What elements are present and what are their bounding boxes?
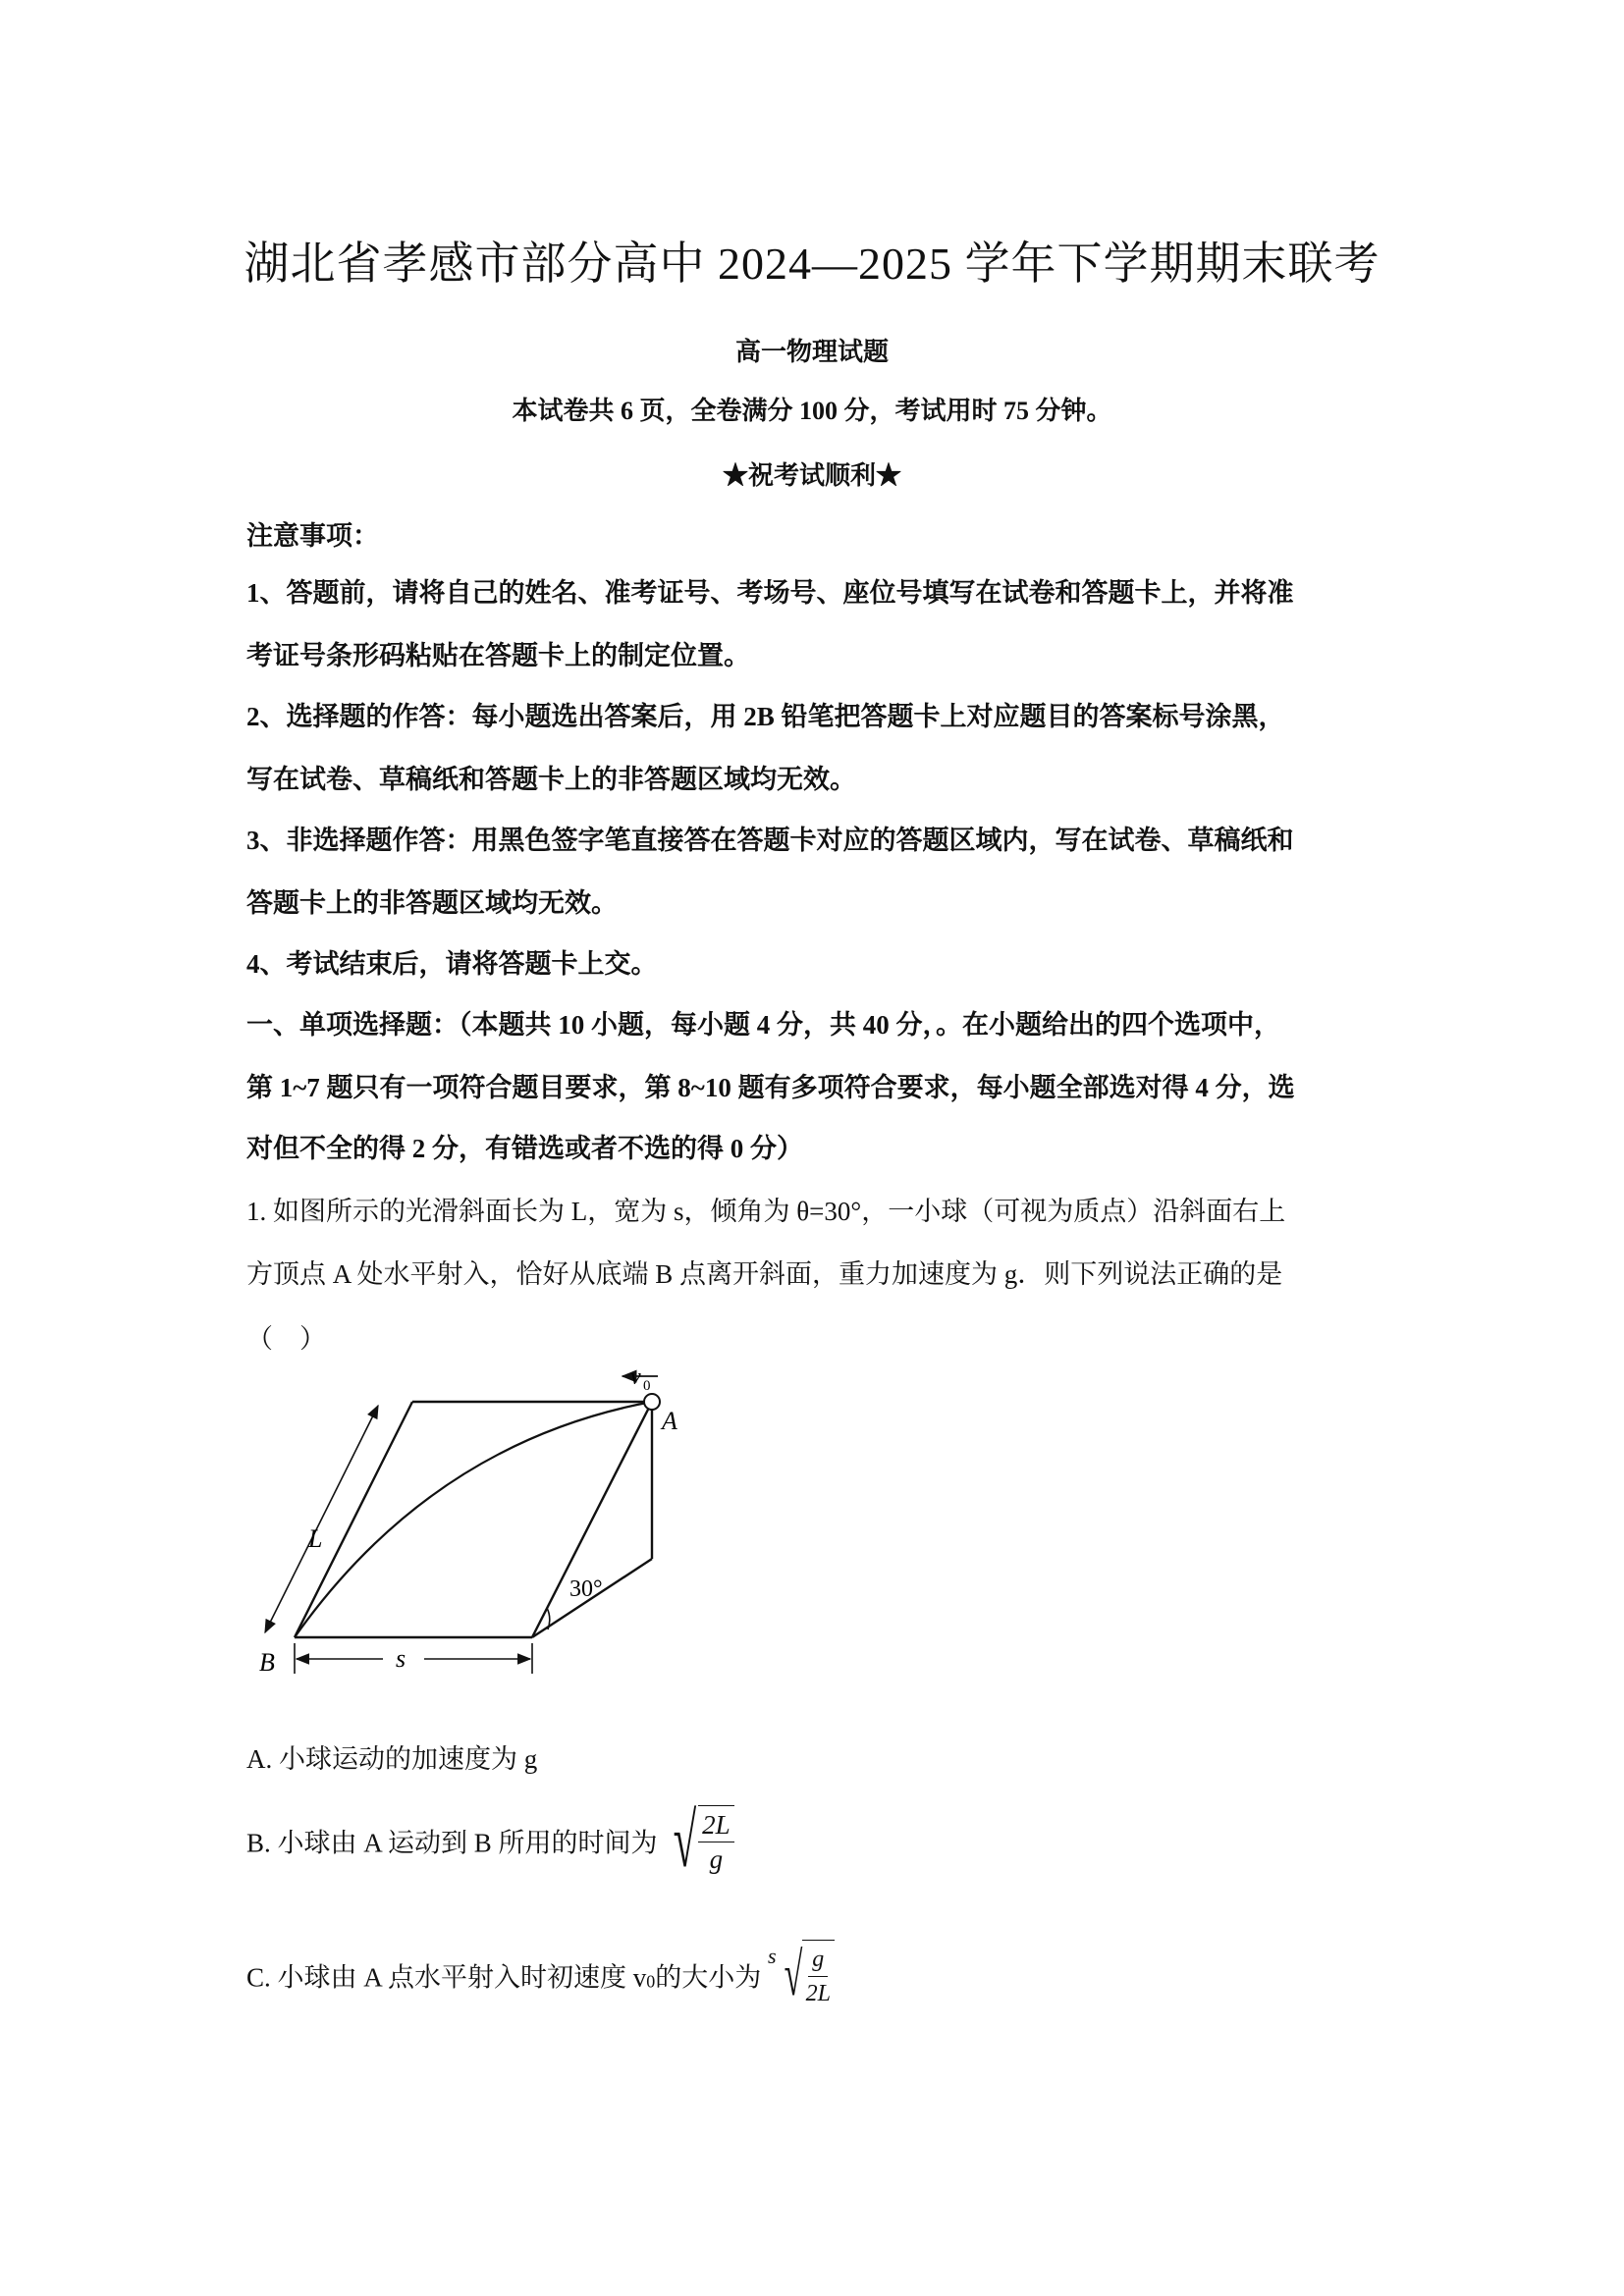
- option-c-text: C. 小球由 A 点水平射入时初速度 v: [246, 1962, 647, 1993]
- option-c-formula: s √ $\frac{g}{2L}$: [768, 1940, 835, 2010]
- exam-wish: ★祝考试顺利★: [722, 461, 901, 490]
- label-L: L: [308, 1524, 323, 1553]
- notice-line: 2、选择题的作答：每小题选出答案后，用 2B 铅笔把答题卡上对应题目的答案标号涂黑，: [246, 702, 1285, 731]
- question-stem: （ ）: [246, 1324, 326, 1354]
- left-edge: [295, 1402, 412, 1637]
- notice-line: 4、考试结束后，请将答题卡上交。: [246, 949, 658, 979]
- right-slant-edge: [532, 1402, 652, 1637]
- notice-heading: 注意事项：: [246, 521, 379, 551]
- option-c-numerator: g: [808, 1943, 828, 1977]
- option-c-subscript: 0: [646, 1971, 656, 1992]
- incline-figure: [236, 1364, 707, 1688]
- option-b-numerator: 2L: [698, 1808, 734, 1842]
- notice-line: 3、非选择题作答：用黑色签字笔直接答在答题卡对应的答题区域内，写在试卷、草稿纸和: [246, 826, 1294, 855]
- label-angle: 30°: [569, 1576, 603, 1602]
- notice-line: 考证号条形码粘贴在答题卡上的制定位置。: [246, 641, 750, 670]
- length-dimension: [265, 1406, 378, 1632]
- option-b-formula: √ $\frac{2L}{g}$: [664, 1802, 733, 1879]
- option-c-coefficient: s: [768, 1944, 777, 1968]
- notice-line: 答题卡上的非答题区域均无效。: [246, 888, 618, 918]
- option-a: A. 小球运动的加速度为 g: [246, 1744, 538, 1774]
- section-instructions: 第 1~7 题只有一项符合题目要求，第 8~10 题有多项符合要求，每小题全部选对得 4 分，选: [246, 1073, 1295, 1102]
- exam-info: 本试卷共 6 页，全卷满分 100 分，考试用时 75 分钟。: [512, 397, 1112, 425]
- label-v0: v: [630, 1364, 641, 1390]
- option-b-text: B. 小球由 A 运动到 B 所用的时间为: [246, 1828, 658, 1858]
- trajectory-curve: [295, 1402, 652, 1637]
- option-c: [246, 1940, 835, 2010]
- exam-subtitle: 高一物理试题: [734, 338, 889, 366]
- exam-title: 湖北省孝感市部分高中 2024—2025 学年下学期期末联考: [244, 239, 1380, 289]
- question-stem: 1. 如图所示的光滑斜面长为 L，宽为 s，倾角为 θ=30°，一小球（可视为质点）沿斜面右上: [246, 1197, 1286, 1226]
- option-c-denominator: 2L: [805, 1981, 831, 2006]
- label-v0-sub: 0: [643, 1378, 651, 1394]
- label-A: A: [662, 1407, 677, 1435]
- notice-line: 写在试卷、草稿纸和答题卡上的非答题区域均无效。: [246, 765, 856, 794]
- section-instructions: 对但不全的得 2 分，有错选或者不选的得 0 分）: [246, 1134, 803, 1163]
- ball: [644, 1394, 660, 1410]
- label-s: s: [396, 1644, 406, 1673]
- question-stem: 方顶点 A 处水平射入，恰好从底端 B 点离开斜面，重力加速度为 g．则下列说法正确的是: [246, 1259, 1283, 1289]
- option-b: [246, 1797, 734, 1883]
- notice-line: 1、答题前，请将自己的姓名、准考证号、考场号、座位号填写在试卷和答题卡上，并将准: [246, 578, 1294, 608]
- option-b-denominator: g: [709, 1844, 724, 1874]
- option-c-text2: 的大小为: [655, 1962, 762, 1993]
- label-B: B: [259, 1648, 275, 1677]
- section-instructions: 一、单项选择题：（本题共 10 小题，每小题 4 分，共 40 分，。在小题给出的四个选项中，: [246, 1010, 1280, 1040]
